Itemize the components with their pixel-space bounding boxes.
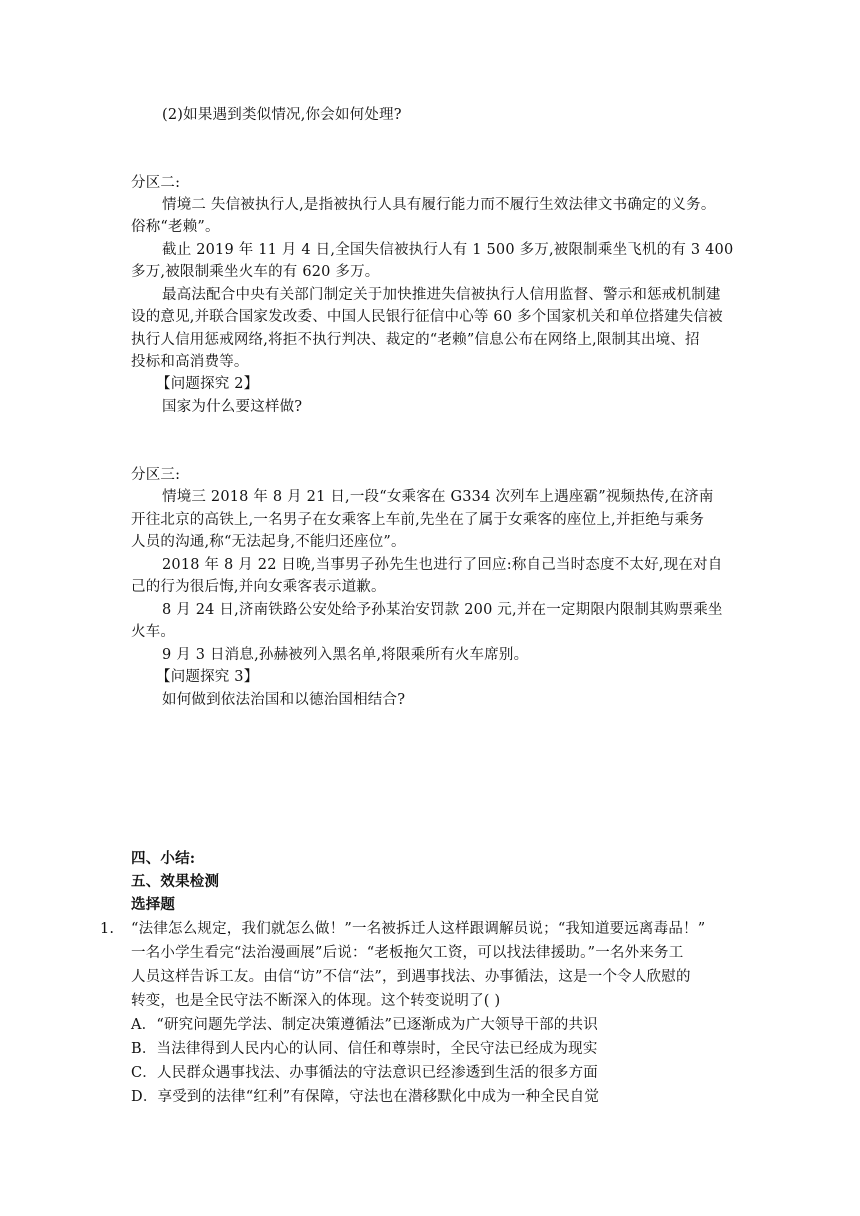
question-stem-line: 人员这样告诉工友。由信“访”不信“法”，到遇事找法、办事循法，这是一个令人欣慰的 xyxy=(131,969,691,985)
zone-2-line: 多万,被限制乘坐火车的有 620 多万。 xyxy=(131,264,380,280)
zone-2-line: 截止 2019 年 11 月 4 日,全国失信被执行人有 1 500 多万,被限制乘坐飞机的有 3 400 xyxy=(162,242,734,258)
inquiry-3-title: 【问题探究 3】 xyxy=(156,669,259,685)
zone-2-line: 最高法配合中央有关部门制定关于加快推进失信被执行人信用监督、警示和惩戒机制建 xyxy=(162,287,721,303)
zone-2-line: 执行人信用惩戒网络,将拒不执行判决、裁定的“老赖”信息公布在网络上,限制其出境、招 xyxy=(131,332,700,348)
zone-3-line: 己的行为很后悔,并向女乘客表示道歉。 xyxy=(131,579,386,595)
zone-3-line: 情境三 2018 年 8 月 21 日,一段“女乘客在 G334 次列车上遇座霸”视频热传,在济南 xyxy=(162,489,714,505)
option-d: D．享受到的法律“红利”有保障，守法也在潜移默化中成为一种全民自觉 xyxy=(131,1089,600,1105)
zone-2-header: 分区二: xyxy=(131,175,181,191)
inquiry-3-question: 如何做到依法治国和以德治国相结合? xyxy=(162,692,406,708)
multiple-choice-heading: 选择题 xyxy=(131,896,176,913)
question-stem-line: 转变，也是全民守法不断深入的体现。这个转变说明了( ) xyxy=(131,993,501,1009)
question-number: 1. xyxy=(100,921,115,937)
option-a: A．“研究问题先学法、制定决策遵循法”已逐渐成为广大领导干部的共识 xyxy=(131,1017,598,1033)
zone-2-line: 情境二 失信被执行人,是指被执行人具有履行能力而不履行生效法律文书确定的义务。 xyxy=(162,197,716,213)
zone-2-line: 设的意见,并联合国家发改委、中国人民银行征信中心等 60 多个国家机关和单位搭建失信被 xyxy=(131,309,723,325)
option-c: C．人民群众遇事找法、办事循法的守法意识已经渗透到生活的很多方面 xyxy=(131,1065,598,1081)
inquiry-2-question: 国家为什么要这样做? xyxy=(162,399,303,415)
question-stem-line: “法律怎么规定，我们就怎么做！”一名被拆迁人这样跟调解员说；“我知道要远离毒品！” xyxy=(131,921,706,937)
zone-3-line: 9 月 3 日消息,孙赫被列入黑名单,将限乘所有火车席别。 xyxy=(162,647,529,663)
assessment-heading: 五、效果检测 xyxy=(131,873,220,890)
zone-3-line: 开往北京的高铁上,一名男子在女乘客上车前,先坐在了属于女乘客的座位上,并拒绝与乘务 xyxy=(131,512,705,528)
zone-2-line: 俗称“老赖”。 xyxy=(131,219,220,235)
zone-3-line: 8 月 24 日,济南铁路公安处给予孙某治安罚款 200 元,并在一定期限内限制其购票乘坐 xyxy=(162,602,723,618)
zone-3-header: 分区三: xyxy=(131,467,181,483)
question-stem-line: 一名小学生看完“法治漫画展”后说：“老板拖欠工资，可以找法律援助。”一名外来务工 xyxy=(131,945,684,961)
inquiry-2-title: 【问题探究 2】 xyxy=(156,376,259,392)
summary-heading: 四、小结: xyxy=(131,850,196,867)
zone-3-line: 2018 年 8 月 22 日晚,当事男子孙先生也进行了回应:称自己当时态度不太好,现在对自 xyxy=(162,557,723,573)
option-b: B．当法律得到人民内心的认同、信任和尊崇时，全民守法已经成为现实 xyxy=(131,1041,598,1057)
zone-3-line: 人员的沟通,称“无法起身,不能归还座位”。 xyxy=(131,534,406,550)
question-2-text: (2)如果遇到类似情况,你会如何处理? xyxy=(162,107,402,123)
zone-2-line: 投标和高消费等。 xyxy=(131,354,249,370)
zone-3-line: 火车。 xyxy=(131,624,176,640)
